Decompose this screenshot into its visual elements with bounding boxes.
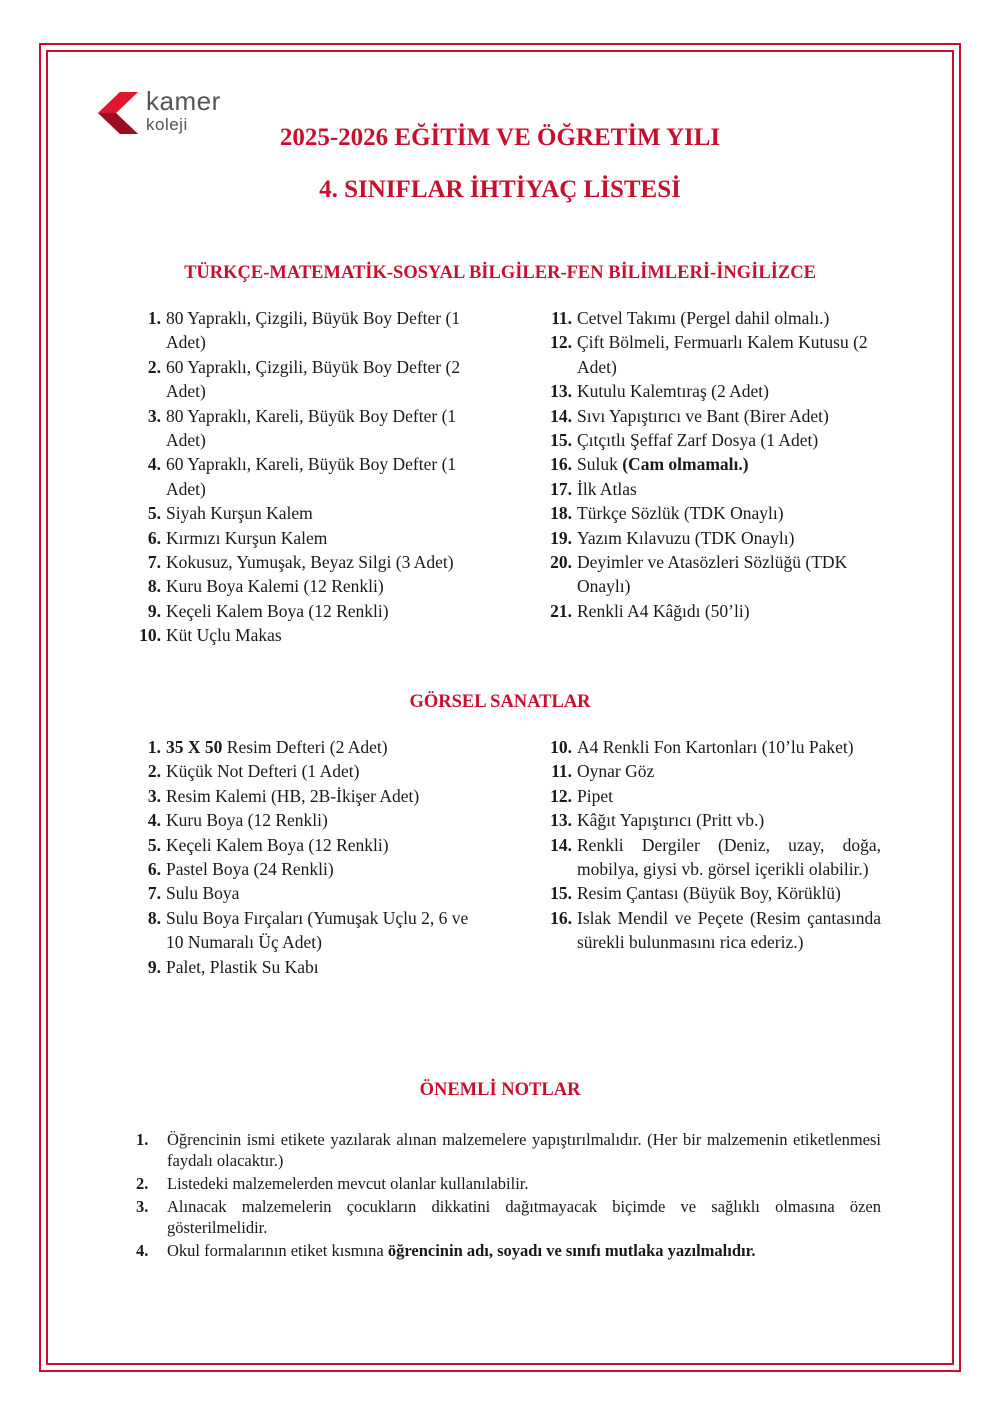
- list-item: 15. Çıtçıtlı Şeffaf Zarf Dosya (1 Adet): [550, 430, 819, 451]
- list-item: 7. Sulu Boya: [147, 883, 240, 904]
- list-item: 12. Çift Bölmeli, Fermuarlı Kalem Kutusu (2 Adet): [550, 332, 868, 377]
- list-item: 14. Sıvı Yapıştırıcı ve Bant (Birer Adet): [550, 405, 829, 426]
- list-item: 2. Küçük Not Defteri (1 Adet): [147, 761, 360, 782]
- list-item: 2. 60 Yapraklı, Çizgili, Büyük Boy Defter (2 Adet): [147, 356, 461, 402]
- list-item: 14. Renkli Dergiler (Deniz, uzay, doğa, mobilya, giysi vb. görsel içerikli olabilir.): [550, 834, 881, 880]
- note-item: 4. Okul formalarının etiket kısmına öğrencinin adı, soyadı ve sınıfı mutlaka yazılmalıdır.: [136, 1241, 756, 1260]
- list-item: 10. A4 Renkli Fon Kartonları (10’lu Paket): [550, 737, 854, 757]
- list-item: 3. Resim Kalemi (HB, 2B-İkişer Adet): [147, 785, 420, 806]
- list-item: 17. İlk Atlas: [550, 478, 637, 499]
- list-item: 8. Sulu Boya Fırçaları (Yumuşak Uçlu 2, 6 ve 10 Numaralı Üç Adet): [147, 907, 469, 953]
- list-item: 13. Kâğıt Yapıştırıcı (Pritt vb.): [550, 810, 765, 831]
- list-item: 3. 80 Yapraklı, Kareli, Büyük Boy Defter (1 Adet): [147, 405, 457, 451]
- note-item: 3. Alınacak malzemelerin çocukların dikkatini dağıtmayacak biçimde ve sağlıklı olmasına özen gösterilmelidir.: [136, 1197, 881, 1237]
- lessons-list-right: [547, 306, 887, 623]
- list-item: 1. 35 X 50 Resim Defteri (2 Adet): [147, 737, 388, 757]
- visual-arts-list-right: [547, 735, 881, 955]
- list-item: 11. Oynar Göz: [551, 761, 655, 782]
- list-item: 16. Suluk (Cam olmamalı.): [550, 454, 749, 475]
- list-item: 21. Renkli A4 Kâğıdı (50’li): [550, 600, 750, 621]
- list-item: 5. Keçeli Kalem Boya (12 Renkli): [147, 834, 389, 855]
- list-item: 4. 60 Yapraklı, Kareli, Büyük Boy Defter (1 Adet): [147, 454, 457, 499]
- list-item: 7. Kokusuz, Yumuşak, Beyaz Silgi (3 Adet): [147, 552, 454, 573]
- logo-subname: koleji: [146, 115, 188, 134]
- list-item: 6. Kırmızı Kurşun Kalem: [147, 527, 328, 548]
- list-item: 11. Cetvel Takımı (Pergel dahil olmalı.): [551, 308, 830, 328]
- list-item: 1. 80 Yapraklı, Çizgili, Büyük Boy Defter (1 Adet): [147, 308, 461, 353]
- lessons-list-left: [136, 306, 486, 648]
- list-item: 19. Yazım Kılavuzu (TDK Onaylı): [550, 527, 795, 548]
- list-item: 18. Türkçe Sözlük (TDK Onaylı): [550, 503, 784, 524]
- section-heading-lessons: TÜRKÇE-MATEMATİK-SOSYAL BİLGİLER-FEN BİLİMLERİ-İNGİLİZCE: [184, 263, 816, 283]
- section-heading-notes: ÖNEMLİ NOTLAR: [419, 1080, 581, 1100]
- list-item: 4. Kuru Boya (12 Renkli): [147, 810, 328, 831]
- list-item: 12. Pipet: [550, 785, 613, 806]
- list-item: 13. Kutulu Kalemtıraş (2 Adet): [550, 381, 769, 402]
- section-heading-visual-arts: GÖRSEL SANATLAR: [409, 692, 591, 712]
- note-item: 2. Listedeki malzemelerden mevcut olanlar kullanılabilir.: [136, 1174, 529, 1193]
- list-item: 9. Keçeli Kalem Boya (12 Renkli): [147, 600, 389, 621]
- list-item: 15. Resim Çantası (Büyük Boy, Körüklü): [550, 883, 841, 904]
- list-item: 16. Islak Mendil ve Peçete (Resim çantasında sürekli bulunmasını rica ederiz.): [550, 907, 881, 953]
- list-item: 8. Kuru Boya Kalemi (12 Renkli): [147, 576, 384, 597]
- list-item: 9. Palet, Plastik Su Kabı: [147, 956, 319, 977]
- page-subtitle: 4. SINIFLAR İHTİYAÇ LİSTESİ: [319, 176, 681, 203]
- list-item: 20. Deyimler ve Atasözleri Sözlüğü (TDK Onaylı): [550, 552, 848, 597]
- note-item: 1. Öğrencinin ismi etikete yazılarak alınan malzemelere yapıştırılmalıdır. (Her bir malzemenin etiketlenmesi faydalı olacaktır.): [136, 1130, 881, 1170]
- logo-name: kamer: [146, 86, 221, 116]
- page-title: 2025-2026 EĞİTİM VE ÖĞRETİM YILI: [279, 124, 721, 151]
- list-item: 6. Pastel Boya (24 Renkli): [147, 859, 334, 880]
- visual-arts-list-left: [136, 735, 486, 979]
- list-item: 10. Küt Uçlu Makas: [139, 625, 282, 646]
- notes-list: [136, 1129, 881, 1263]
- list-item: 5. Siyah Kurşun Kalem: [147, 503, 313, 524]
